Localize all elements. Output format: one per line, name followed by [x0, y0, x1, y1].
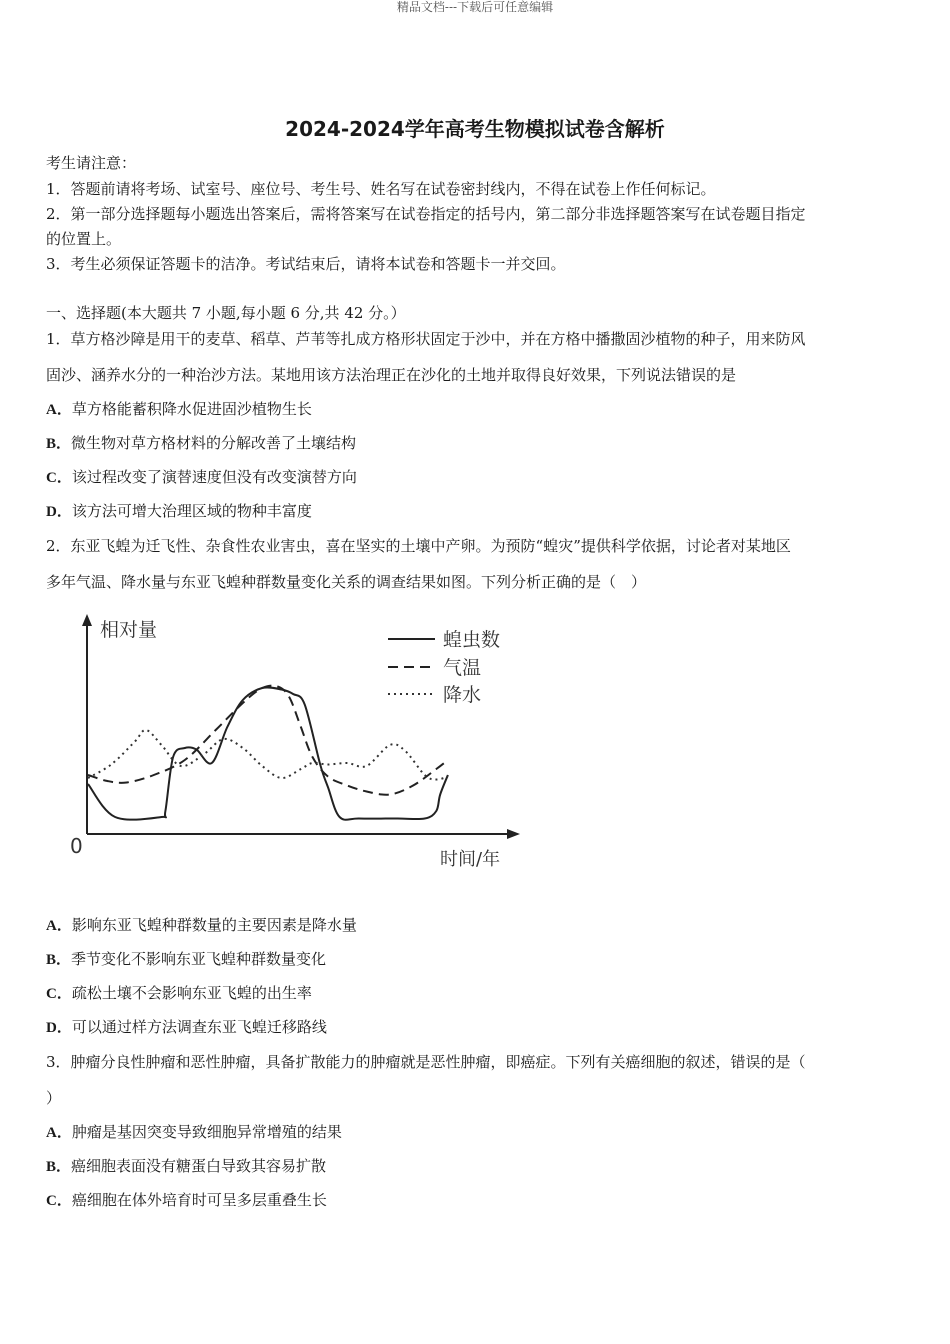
population-chart	[60, 610, 530, 880]
option-text: 肿瘤是基因突变导致细胞异常增殖的结果	[71, 1123, 342, 1141]
question-1-option-d	[46, 500, 906, 521]
option-letter: B．	[46, 952, 72, 968]
question-3-stem-line: ）	[46, 1089, 62, 1107]
notice-item: 3．考生必须保证答题卡的洁净。考试结束后，请将本试卷和答题卡一并交回。	[46, 255, 566, 273]
option-letter: C．	[46, 1193, 72, 1209]
option-text: 疏松土壤不会影响东亚飞蝗的出生率	[71, 984, 312, 1002]
question-3-option-a	[46, 1121, 906, 1142]
option-letter: D．	[46, 1020, 72, 1036]
option-letter: B．	[46, 436, 72, 452]
option-text: 影响东亚飞蝗种群数量的主要因素是降水量	[71, 916, 357, 934]
origin-label: 0	[70, 834, 83, 858]
question-2-stem-line: 多年气温、降水量与东亚飞蝗种群数量变化关系的调查结果如图。下列分析正确的是（ ）	[46, 573, 647, 591]
option-text: 季节变化不影响东亚飞蝗种群数量变化	[71, 950, 327, 968]
notice-item: 的位置上。	[46, 230, 122, 248]
page-title: 2024-2024学年高考生物模拟试卷含解析	[285, 117, 665, 141]
legend-label-precipitation: 降水	[443, 684, 482, 706]
option-letter: D．	[46, 504, 72, 520]
question-1-stem-line: 1．草方格沙障是用干的麦草、稻草、芦苇等扎成方格形状固定于沙中，并在方格中播撒固沙植物的种子，用来防风	[46, 330, 806, 348]
legend-label-locusts: 蝗虫数	[443, 629, 501, 651]
question-1-stem-line: 固沙、涵养水分的一种治沙方法。某地用该方法治理正在沙化的土地并取得良好效果，下列说法错误的是	[46, 366, 737, 384]
option-letter: A．	[46, 402, 72, 418]
legend	[388, 629, 500, 706]
question-3-option-c	[46, 1189, 906, 1210]
series-line-precipitation	[88, 730, 448, 780]
question-2-stem-line: 2．东亚飞蝗为迁飞性、杂食性农业害虫，喜在坚实的土壤中产卵。为预防“蝗灾”提供科学依据，讨论者对某地区	[46, 537, 791, 555]
option-text: 该方法可增大治理区域的物种丰富度	[71, 502, 312, 520]
question-3-stem-line: 3．肿瘤分良性肿瘤和恶性肿瘤，具备扩散能力的肿瘤就是恶性肿瘤，即癌症。下列有关癌细胞的叙述，错误的是（	[46, 1053, 806, 1071]
notice-heading: 考生请注意：	[46, 154, 137, 172]
option-text: 癌细胞表面没有糖蛋白导致其容易扩散	[71, 1157, 327, 1175]
question-1-option-b	[46, 432, 906, 453]
series-line-locusts	[88, 687, 448, 819]
watermark: 精品文档---下载后可任意编辑	[396, 0, 554, 14]
option-text: 微生物对草方格材料的分解改善了土壤结构	[71, 434, 357, 452]
question-2-option-a	[46, 914, 906, 935]
notice-item: 1．答题前请将考场、试室号、座位号、考生号、姓名写在试卷密封线内，不得在试卷上作任何标记。	[46, 180, 716, 198]
option-text: 可以通过样方法调查东亚飞蝗迁移路线	[71, 1018, 327, 1036]
notice-item: 2．第一部分选择题每小题选出答案后，需将答案写在试卷指定的括号内，第二部分非选择题答案写在试卷题目指定	[46, 205, 806, 223]
option-letter: B．	[46, 1159, 72, 1175]
question-1-option-a	[46, 398, 906, 419]
x-axis-label: 时间/年	[440, 849, 501, 870]
question-3-option-b	[46, 1155, 906, 1176]
option-letter: A．	[46, 1125, 72, 1141]
legend-label-temperature: 气温	[443, 657, 482, 679]
option-letter: C．	[46, 470, 72, 486]
y-axis-arrow	[82, 614, 92, 626]
question-2-option-b	[46, 948, 906, 969]
series-line-temperature	[88, 686, 448, 795]
x-axis-arrow	[507, 829, 520, 839]
option-letter: A．	[46, 918, 72, 934]
option-text: 该过程改变了演替速度但没有改变演替方向	[71, 468, 357, 486]
option-text: 癌细胞在体外培育时可呈多层重叠生长	[71, 1191, 327, 1209]
option-letter: C．	[46, 986, 72, 1002]
question-1-option-c	[46, 466, 906, 487]
question-2-option-c	[46, 982, 906, 1003]
option-text: 草方格能蓄积降水促进固沙植物生长	[71, 400, 312, 418]
y-axis-label: 相对量	[100, 619, 158, 641]
section-heading: 一、选择题(本大题共 7 小题,每小题 6 分,共 42 分。）	[46, 304, 406, 322]
question-2-option-d	[46, 1016, 906, 1037]
